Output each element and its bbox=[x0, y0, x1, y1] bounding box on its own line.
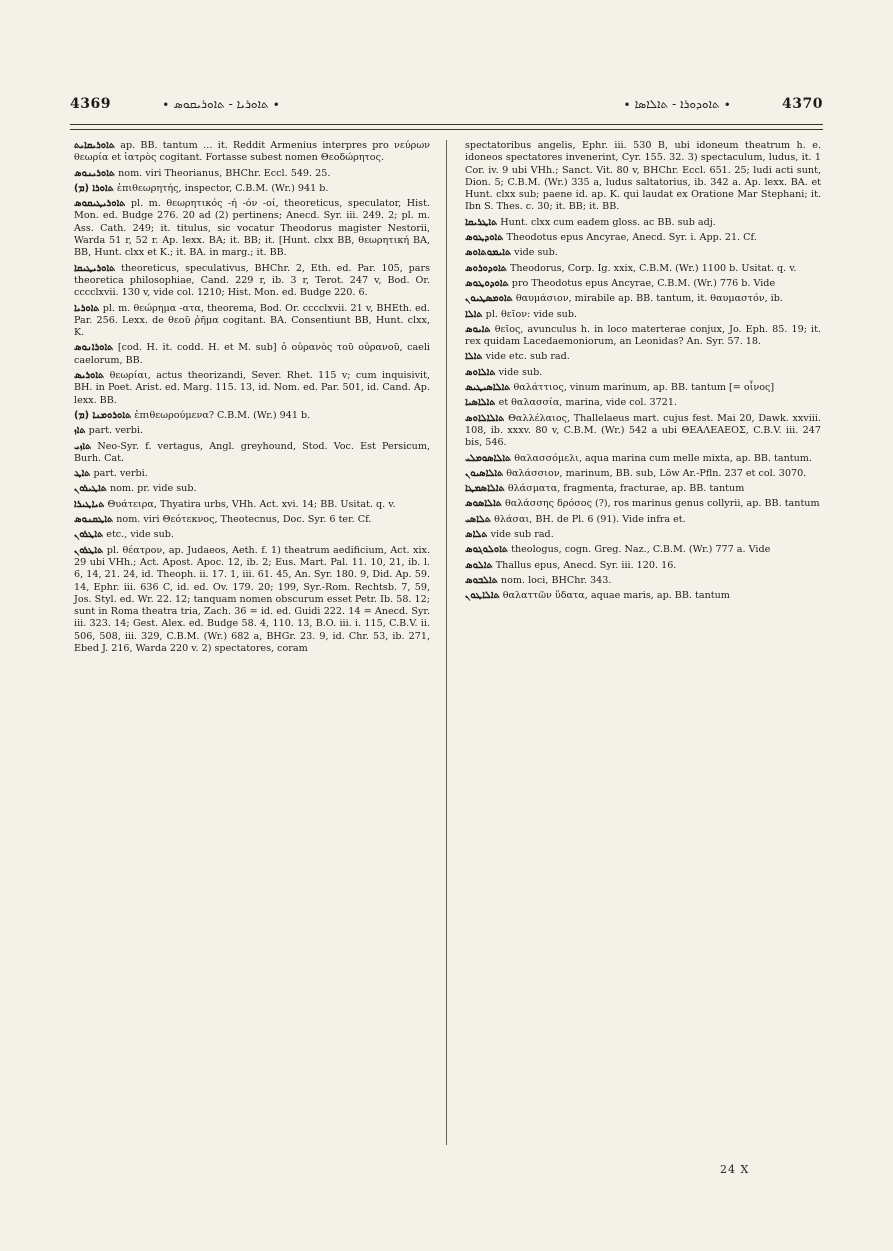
entry-text: Theodorus, Corp. Ig. xxix, C.B.M. (Wr.) 1100 b. Usitat. q. v. bbox=[509, 262, 797, 274]
entry-text: Θυάτειρα, Thyatira urbs, VHh. Act. xvi. 14; BB. Usitat. q. v. bbox=[107, 498, 396, 510]
entry-headword: ܬܐܘܕܘܛܘܣ bbox=[465, 277, 509, 289]
entry-headword: ܬܐܛ bbox=[74, 468, 91, 480]
entry-text: nom. loci, BHChr. 343. bbox=[500, 574, 612, 586]
entry-headword: ܬܐܙ bbox=[74, 425, 86, 437]
entry-headword: ܬܐܠܘܣ bbox=[465, 559, 493, 571]
entry-text: θεῖος, avunculus h. in loco materterae conjux, Jo. Eph. 85. 19; it. rex quidam Lacedaemoniorum, an Leonidas? An. Syr. 57. 18. bbox=[465, 323, 821, 348]
entry-headword: ܬܐܘܪܐ (ܡ) bbox=[74, 182, 114, 194]
entry-text: Neo-Syr. f. vertagus, Angl. greyhound, Stod. Voc. Est Persicum, Burh. Cat. bbox=[74, 440, 430, 464]
dictionary-entry bbox=[465, 232, 821, 244]
entry-text: theologus, cogn. Greg. Naz., C.B.M. (Wr.) 777 a. Vide bbox=[511, 544, 771, 556]
entry-text: vide sub rad. bbox=[490, 529, 554, 541]
entry-text: θαυμάσιον, mirabile ap. BB. tantum, it. θαυμαστόν, ib. bbox=[515, 293, 783, 305]
entry-text: nom. viri Theorianus, BHChr. Eccl. 549. 25. bbox=[118, 167, 331, 179]
dictionary-entry bbox=[74, 342, 430, 367]
dictionary-entry bbox=[465, 397, 821, 409]
entry-text: ἐπιθεωρητής, inspector, C.B.M. (Wr.) 941 b. bbox=[116, 182, 329, 194]
entry-text: Θαλλέλαιος, Thallelaeus mart. cujus fest. Mai 20, Dawk. xxviii. 108, ib. xxxv. 80 v, C.B.M. (Wr.) 542 a ubi ΘΕΑΛΕΑΕΟΣ, C.B.V. iii. 247 bis, 546. bbox=[465, 412, 821, 449]
entry-headword: ܬܐܠܐܣܝܛܝܣ bbox=[465, 382, 511, 394]
dictionary-entry bbox=[465, 382, 821, 394]
dictionary-entry bbox=[74, 140, 430, 165]
page-number-left: 4369 bbox=[70, 96, 111, 112]
page-number-right: 4370 bbox=[782, 96, 823, 112]
dictionary-entry bbox=[74, 545, 430, 656]
entry-text: pro Theodotus epus Ancyrae, C.B.M. (Wr.) 776 b. Vide bbox=[511, 277, 776, 289]
entry-text: θεωρίαι, actus theorizandi, Sever. Rhet. 115 v; cum inquisivit, BH. in Poet. Arist. ed. Marg. 115. 13, id. Nom. ed. Par. 501, id. Cand. Ap. lexx. BB. bbox=[74, 370, 430, 406]
entry-text: Thallus epus, Anecd. Syr. iii. 120. 16. bbox=[495, 559, 677, 571]
entry-text: pl. m. θεώρημα -ατα, theorema, Bod. Or. cccclxvii. 21 v, BHEth. ed. Par. 256. Lexx. de θεοῦ ῥῆμα cogitant. BA. Consentiunt BB, Hunt. clxx, K. bbox=[74, 302, 430, 339]
dictionary-entry bbox=[74, 468, 430, 480]
entry-headword: ܬܐܘܡܣܛܝܘܢ bbox=[465, 293, 513, 305]
dictionary-entry bbox=[465, 278, 821, 290]
header-rule bbox=[70, 124, 823, 125]
entry-headword: ܬܐܘܪܝܛܝܩܐ bbox=[74, 262, 116, 274]
dictionary-entry bbox=[465, 483, 821, 495]
dictionary-entry bbox=[74, 183, 430, 195]
entry-headword: ܬܐܝܡܘܬܐܘܣ bbox=[465, 247, 512, 259]
entry-text: vide etc. sub rad. bbox=[485, 351, 570, 363]
dictionary-entry bbox=[465, 140, 821, 214]
running-title-left: ∙ ܬܐܘܪܝܐ - ܬܐܘܪܝܩܘܣ ∙ bbox=[162, 97, 280, 111]
dictionary-entry bbox=[465, 514, 821, 526]
left-column bbox=[74, 140, 430, 658]
entry-text: θαλασσόμελι, aqua marina cum melle mixta, ap. BB. tantum. bbox=[514, 452, 812, 464]
entry-text: nom. pr. vide sub. bbox=[109, 483, 197, 495]
entry-headword: ܬܐܛܝܪܘܢ bbox=[74, 483, 107, 495]
entry-headword: ܬܐܝܘܣ bbox=[465, 323, 491, 335]
entry-headword: ܬܐܠܒܘܣ bbox=[465, 574, 498, 586]
column-divider bbox=[446, 140, 447, 1145]
dictionary-entry bbox=[74, 425, 430, 437]
entry-headword: ܬܐܠܐܘܣ bbox=[465, 366, 496, 378]
entry-text: pl. θεῖον: vide sub. bbox=[485, 308, 578, 320]
entry-text: vide sub. bbox=[514, 247, 558, 259]
dictionary-entry bbox=[465, 560, 821, 572]
entry-headword: ܬܐܠܐܣܘܣ bbox=[465, 498, 502, 510]
entry-text: pl. m. θεωρητικός -ή -όν -οί, theoreticus, speculator, Hist. Mon. ed. Budge 276. 20 ad (2) pertinens; Anecd. Syr. iii. 249. 2; pl. m. Ass. Cath. 249; it. titulus, sic vocatur Theodorus magister Nestorii, Warda 51 r, 52 r. Ap. lexx. BA; it. BB; it. [Hunt. clxx BB, θεωρητική BA, BB, Hunt. clxx et K.; it. BA. in marg.; it. BB. bbox=[74, 198, 430, 259]
dictionary-entry bbox=[465, 575, 821, 587]
dictionary-entry bbox=[465, 263, 821, 275]
dictionary-entry bbox=[465, 367, 821, 379]
entry-text: theoreticus, speculativus, BHChr. 2, Eth. ed. Par. 105, pars theoretica philosophiae, Cand. 229 r, ib. 3 r, Terot. 247 v, Bod. Or. cccclxvii. 130 v, vide col. 1210; Hist. Mon. ed. Budge 220. 6. bbox=[74, 262, 430, 299]
entry-text: part. verbi. bbox=[88, 425, 144, 437]
entry-text: nom. viri Θεότεκνος, Theotecnus, Doc. Syr. 6 ter. Cf. bbox=[116, 514, 372, 526]
entry-text: θλάσματα, fragmenta, fracturae, ap. BB. tantum bbox=[507, 483, 745, 495]
entry-text: Hunt. clxx cum eadem gloss. ac BB. sub adj. bbox=[500, 216, 716, 228]
dictionary-entry bbox=[74, 263, 430, 300]
entry-headword: ܬܐܘܪܝܩܐܝܬ bbox=[74, 140, 115, 151]
dictionary-entry bbox=[465, 293, 821, 305]
entry-headword: ܬܐܘܪܝܐ bbox=[74, 302, 100, 314]
dictionary-entry bbox=[74, 441, 430, 466]
dictionary-entry bbox=[465, 324, 821, 349]
header-rule bbox=[70, 129, 823, 130]
entry-text: et θαλασσία, marina, vide col. 3721. bbox=[498, 397, 678, 409]
entry-headword: ܬܐܘܪܝܛܝܩܘܣ bbox=[74, 198, 126, 210]
dictionary-entry bbox=[465, 309, 821, 321]
entry-headword: ܬܐܠܐܠܐܘܣ bbox=[465, 412, 505, 424]
dictionary-entry bbox=[465, 544, 821, 556]
entry-headword: ܬܐܘܠܘܓܘܣ bbox=[465, 544, 509, 556]
dictionary-entry bbox=[74, 410, 430, 422]
signature-mark: 24 X bbox=[720, 1163, 750, 1176]
entry-headword: ܬܐܠܐܣܡܛܐ bbox=[465, 483, 505, 495]
dictionary-entry bbox=[74, 514, 430, 526]
entry-headword: ܬܐܛܪܘܢ bbox=[74, 544, 104, 556]
entry-headword: ܬܐܠܐܛܘܢ bbox=[465, 590, 500, 602]
entry-headword: ܬܐܠܐ bbox=[465, 308, 483, 320]
entry-text: spectatoribus angelis, Ephr. iii. 530 B, ubi idoneum theatrum h. e. idoneos spectatores invenerint, Cyr. 155. 32. 3) spectaculum, ludus, it. 1 Cor. iv. 9 ubi VHh.; Sanct. Vit. 80 v, BHChr. Eccl. 651. 25; ludi acti sunt, Dion. 5; C.B.M. (Wr.) 335 a, ludus saltatorius, ib. 342 a. Ap. lexx. BA. et Hunt. clxx sub; paene id. ap. K. qui laudat ex Oratione Mar Stephani; it. Ibn S. Thes. c. 30; it. BB; it. BB. bbox=[465, 140, 821, 213]
entry-text: vide sub. bbox=[498, 366, 543, 378]
dictionary-entry bbox=[74, 529, 430, 541]
entry-headword: ܬܐܠܐܣܝܘܢ bbox=[465, 467, 504, 479]
entry-headword: ܬܝܐܛܝܪܐ bbox=[74, 498, 105, 510]
entry-text: ἐπιθεωρούμενα? C.B.M. (Wr.) 941 b. bbox=[134, 409, 311, 421]
running-title-right: ∙ ܬܐܘܕܘܪܐ - ܬܐܠܐܣܐ ∙ bbox=[623, 97, 731, 111]
dictionary-entry bbox=[74, 499, 430, 511]
dictionary-entry bbox=[74, 198, 430, 259]
entry-headword: ܬܐܠܐ bbox=[465, 351, 483, 363]
entry-headword: ܬܐܠܐܣܘܡܠܝ bbox=[465, 452, 512, 464]
entry-text: Theodotus epus Ancyrae, Anecd. Syr. i. App. 21. Cf. bbox=[506, 232, 757, 244]
entry-text: θαλάσσης δρόσος (?), ros marinus genus collyrii, ap. BB. tantum bbox=[504, 498, 820, 510]
entry-headword: ܬܐܘܪܝܢܘܣ bbox=[74, 167, 116, 179]
dictionary-entry bbox=[74, 483, 430, 495]
entry-text: θαλαττῶν ὕδατα, aquae maris, ap. BB. tantum bbox=[502, 590, 730, 602]
entry-headword: ܬܐܘܕܘܪܘܣ bbox=[465, 262, 507, 274]
entry-text: θλάσαι, BH. de Pl. 6 (91). Vide infra et. bbox=[494, 513, 686, 525]
entry-headword: ܬܐܙܝ bbox=[74, 440, 92, 452]
dictionary-entry bbox=[465, 413, 821, 450]
entry-text: θαλάττιος, vinum marinum, ap. BB. tantum [= οἶνος] bbox=[513, 382, 775, 394]
dictionary-entry bbox=[465, 247, 821, 259]
entry-headword: ܬܐܛܪܘܢ bbox=[74, 529, 104, 541]
entry-text: θαλάσσιον, marinum, BB. sub, Löw Ar.-Pfln. 237 et col. 3070. bbox=[506, 467, 807, 479]
dictionary-entry bbox=[465, 217, 821, 229]
page-header bbox=[70, 96, 823, 118]
dictionary-entry bbox=[465, 351, 821, 363]
entry-headword: ܬܐܠܐܣܝܐ bbox=[465, 397, 496, 409]
dictionary-entry bbox=[465, 590, 821, 602]
entry-text: part. verbi. bbox=[93, 468, 148, 480]
dictionary-entry bbox=[465, 468, 821, 480]
entry-headword: ܬܐܛܩܢܘܣ bbox=[74, 514, 114, 526]
right-column bbox=[465, 140, 821, 606]
entry-headword: ܬܐܘܪܐܢܘܣ bbox=[74, 342, 114, 354]
entry-text: ap. BB. tantum … it. Reddit Armenius interpres pro νεύρων θεωρία et ἰατρὸς cogitant. Fortasse subest nomen Θεοδώρητος. bbox=[74, 140, 430, 164]
entry-headword: ܬܠܐܣ bbox=[465, 529, 488, 541]
dictionary-entry bbox=[74, 303, 430, 340]
entry-text: etc., vide sub. bbox=[106, 529, 174, 541]
dictionary-entry bbox=[465, 529, 821, 541]
entry-headword: ܬܐܘܪܘܡܢܐ (ܡ) bbox=[74, 409, 132, 421]
entry-headword: ܬܐܛܪܝܩܐ bbox=[465, 216, 498, 228]
dictionary-entry bbox=[465, 453, 821, 465]
dictionary-entry bbox=[74, 168, 430, 180]
entry-headword: ܬܐܘܪܝܣ bbox=[74, 370, 105, 382]
entry-text: [cod. H. it. codd. H. et M. sub] ὁ οὐρανὸς τοῦ οὐρανοῦ, caeli caelorum, BB. bbox=[74, 342, 430, 366]
dictionary-entry bbox=[465, 498, 821, 510]
entry-headword: ܬܠܐܣܝ bbox=[465, 513, 492, 525]
dictionary-entry bbox=[74, 370, 430, 407]
entry-text: pl. θέατρον, ap. Judaeos, Aeth. f. 1) theatrum aedificium, Act. xix. 29 ubi VHh.; Act. Apost. Apoc. 12, ib. 2; Eus. Mart. Pal. 11. 10, 21, ib. l. 6, 14, 21. 24, id. Theoph. ii. 17. 1, iii. 61. 45, An. Syr. 180. 9, Did. Ap. 59. 14, Ephr. iii. 636 C, id. ed. Ov. 179. 20; 199, Syr.-Rom. Rechtsb. 7, 59, Jos. Styl. ed. Wr. 22. 12; tanquam nomen obscurum esset Petr. Ib. 58. 12; sunt in Roma theatra tria, Zach. 36 = id. ed. Guidi 222. 14 = Anecd. Syr. iii. 323. 14; Gest. Alex. ed. Budge 58. 4, 110. 13, B.O. iii. i. 115, C.B.V. ii. 506, 508, iii. 329, C.B.M. (Wr.) 682 a, BHGr. 23. 9, id. Chr. 53, ib. 271, Ebed J. 216, Warda 220 v. 2) spectatores, coram bbox=[74, 544, 430, 654]
entry-headword: ܬܐܘܕܛܘܣ bbox=[465, 232, 504, 244]
